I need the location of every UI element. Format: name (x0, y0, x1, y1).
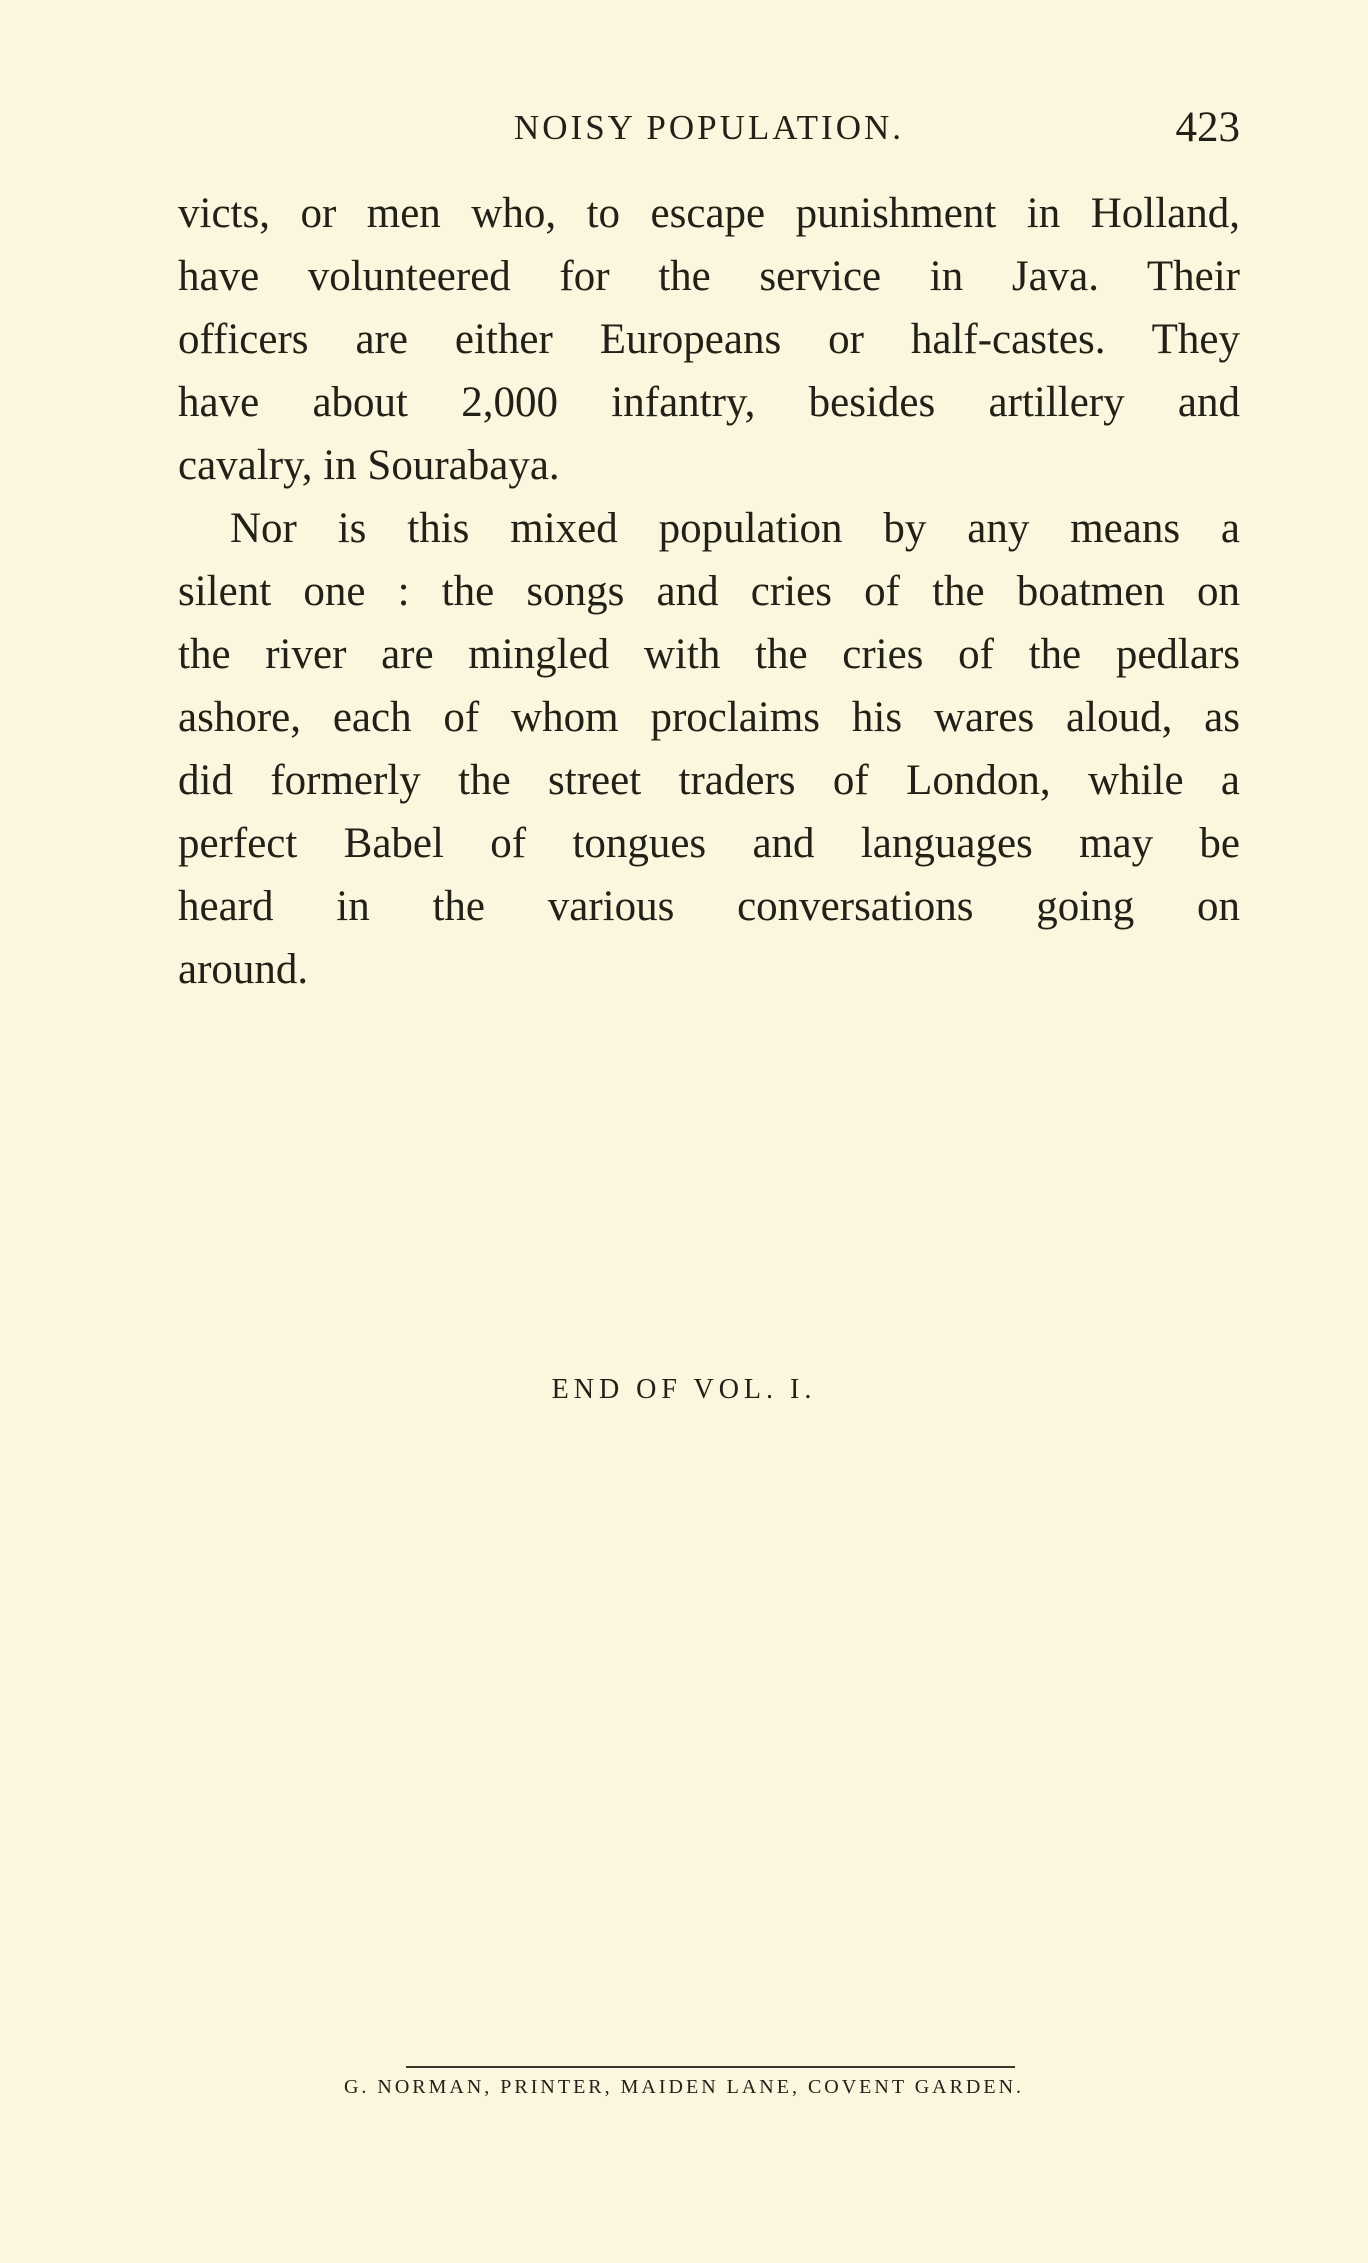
text-line: perfect Babel of tongues and languages may be (178, 820, 1240, 867)
text-line: silent one : the songs and cries of the boatmen on (178, 568, 1240, 615)
imprint-rule (406, 2066, 1015, 2068)
text-line: victs, or men who, to escape punishment in Holland, (178, 190, 1240, 237)
text-line: have about 2,000 infantry, besides artillery and (178, 379, 1240, 426)
text-line: ashore, each of whom proclaims his wares aloud, as (178, 694, 1240, 741)
text-line: heard in the various conversations going on (178, 883, 1240, 930)
page-number: 423 (1175, 104, 1240, 151)
body-text (178, 182, 1240, 1001)
text-line: Nor is this mixed population by any means a (230, 505, 1240, 552)
text-line: cavalry, in Sourabaya. (178, 442, 560, 489)
printer-imprint: G. NORMAN, PRINTER, MAIDEN LANE, COVENT GARDEN. (343, 2076, 1025, 2098)
text-line: have volunteered for the service in Java. Their (178, 253, 1240, 300)
text-line: around. (178, 946, 309, 993)
text-line: officers are either Europeans or half-castes. They (178, 316, 1240, 363)
text-line: did formerly the street traders of London, while a (178, 757, 1240, 804)
running-title: NOISY POPULATION. (514, 108, 904, 147)
end-of-volume: END OF VOL. I. (551, 1374, 817, 1405)
running-head (178, 103, 1240, 153)
text-line: the river are mingled with the cries of the pedlars (178, 631, 1240, 678)
